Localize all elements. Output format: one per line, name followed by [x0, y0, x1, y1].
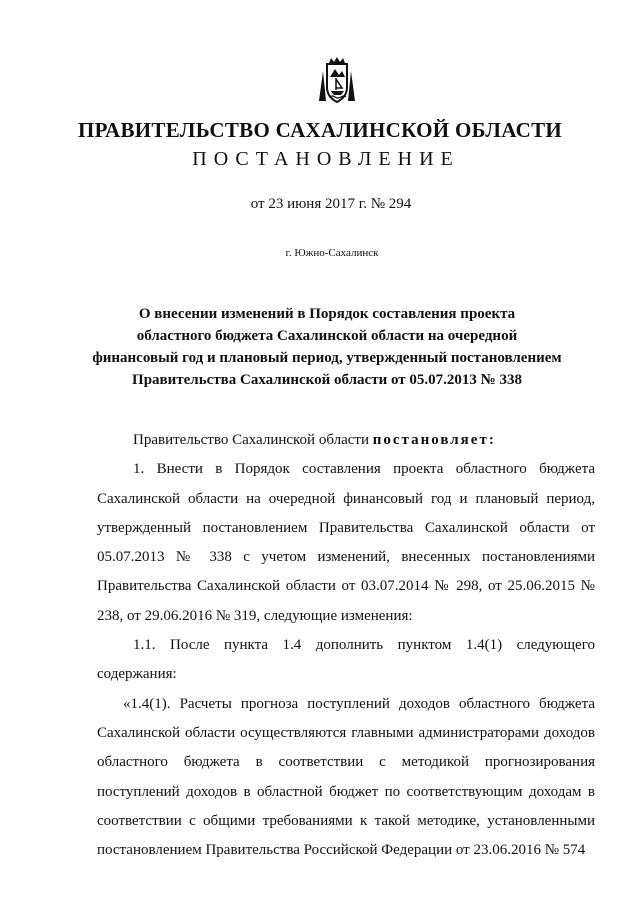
sakhalin-coat-of-arms-icon: [316, 57, 358, 103]
document-type: ПОСТАНОВЛЕНИЕ: [192, 148, 460, 170]
intro-prefix: Правительство Сахалинской области: [133, 432, 373, 448]
paragraph-1: 1. Внести в Порядок составления проекта областного бюджета Сахалинской области на очередной финансовый год и плановый период, утвержденный постановлением Правительства Сахалинской области от 05.07.2013 № 338 с учетом изменений, внесенных постановлениями Правительства Сахалинской области от 03.07.2014 № 298, от 25.06.2015 № 238, от 29.06.2016 № 319, следующие изменения:: [97, 461, 595, 624]
heading-line: Правительства Сахалинской области от 05.07.2013 № 338: [132, 372, 522, 388]
document-body: [97, 426, 595, 865]
intro-verb: постановляет:: [372, 432, 496, 448]
heading-line: финансовый год и плановый период, утвержденный постановлением: [92, 350, 562, 366]
document-city: г. Южно-Сахалинск: [285, 247, 379, 259]
heading-line: О внесении изменений в Порядок составления проекта: [138, 306, 516, 322]
government-title: ПРАВИТЕЛЬСТВО САХАЛИНСКОЙ ОБЛАСТИ: [77, 118, 563, 142]
paragraph-1-1: 1.1. После пункта 1.4 дополнить пунктом 1.4(1) следующего содержания:: [97, 637, 595, 683]
heading-line: областного бюджета Сахалинской области на очередной: [136, 328, 518, 344]
paragraph-1-4-1: «1.4(1). Расчеты прогноза поступлений доходов областного бюджета Сахалинской области осуществляются главными администраторами доходов областного бюджета в соответствии с методикой прогнозирования поступлений доходов в областной бюджет по соответствующим доходам в соответствии с общими требованиями к такой методике, установленными постановлением Правительства Российской Федерации от 23.06.2016 № 574: [97, 695, 595, 859]
intro-paragraph: [97, 426, 595, 455]
document-heading: [80, 303, 574, 391]
document-date-number: от 23 июня 2017 г. № 294: [250, 196, 412, 212]
